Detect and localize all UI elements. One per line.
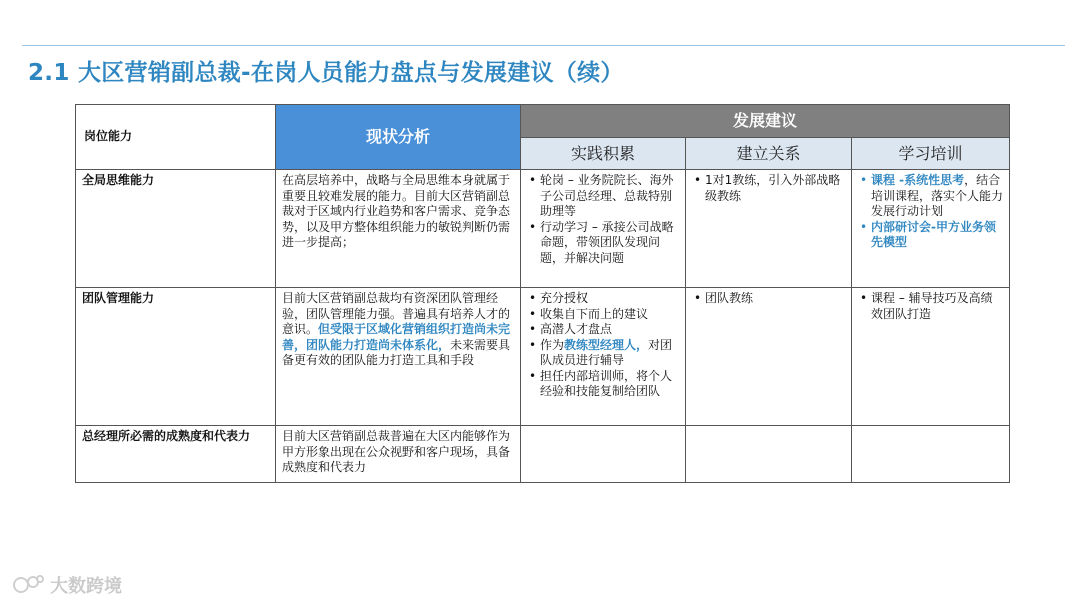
logo-icon (12, 573, 46, 597)
list-item (871, 291, 1003, 322)
practice-cell (521, 288, 686, 426)
practice-list (527, 291, 679, 400)
table-row (76, 170, 1010, 288)
practice-cell (521, 426, 686, 483)
item-highlight: 内部研讨会-甲方业务领先模型 (871, 219, 996, 249)
analysis-text: 目前大区营销副总裁均有资深团队管理经验，团队管理能力强。普遍具有培养人才的意识。 (282, 291, 511, 336)
status-analysis-cell (276, 288, 521, 426)
header-development-advice: 发展建议 (521, 105, 1010, 138)
capability-table (75, 104, 1010, 483)
list-item (871, 220, 1003, 251)
item-text: ，结合培训课程，落实个人能力发展行动计划 (871, 173, 1004, 218)
status-analysis-cell (276, 426, 521, 483)
top-rule (22, 45, 1065, 46)
training-list (858, 291, 1003, 322)
analysis-text: 目前大区营销副总裁普遍在大区内能够作为甲方形象出现在公众视野和客户现场，具备成熟度和代表力 (282, 429, 511, 474)
analysis-text: 未来需要具备更有效的团队能力打造工具和手段 (282, 337, 511, 367)
capability-label: 团队管理能力 (76, 288, 276, 426)
list-item: • 充分授权 (540, 291, 679, 307)
item-text: 对团队成员进行辅导 (540, 337, 673, 367)
watermark-text: 大数跨境 (50, 576, 122, 597)
relationship-list (692, 291, 845, 307)
training-cell (852, 426, 1010, 483)
analysis-text: 在高层培养中，战略与全局思维本身就属于重要且较难发展的能力。目前大区营销副总裁对于区域内行业趋势和客户需求、竞争态势，以及甲方整体组织能力的敏锐判断仍需进一步提高； (282, 173, 511, 249)
list-item: • 担任内部培训师，将个人经验和技能复制给团队 (540, 369, 679, 400)
header-training: 学习培训 (852, 138, 1010, 170)
list-item: • 轮岗 – 业务院院长、海外子公司总经理、总裁特别助理等 (540, 173, 679, 220)
list-item: • 团队教练 (705, 291, 845, 307)
status-analysis-cell (276, 170, 521, 288)
list-item: • 高潜人才盘点 (540, 322, 679, 338)
header-relationship: 建立关系 (686, 138, 852, 170)
list-item: • 收集自下而上的建议 (540, 307, 679, 323)
item-highlight: 课程 -系统性思考 (871, 173, 965, 187)
relationship-cell (686, 426, 852, 483)
table-row (76, 288, 1010, 426)
header-practice: 实践积累 (521, 138, 686, 170)
practice-cell (521, 170, 686, 288)
relationship-cell (686, 288, 852, 426)
watermark (12, 572, 122, 598)
training-cell (852, 288, 1010, 426)
relationship-cell (686, 170, 852, 288)
table-row (76, 426, 1010, 483)
item-highlight: 教练型经理人， (564, 337, 649, 352)
analysis-highlight: 但受限于区域化营销组织打造尚未完善，团队能力打造尚未体系化， (282, 322, 511, 352)
list-item: • 1对1教练，引入外部战略级教练 (705, 173, 845, 204)
capability-label: 总经理所必需的成熟度和代表力 (76, 426, 276, 483)
item-text: 作为 (540, 337, 565, 352)
training-cell (852, 170, 1010, 288)
capability-label: 全局思维能力 (76, 170, 276, 288)
header-capability: 岗位能力 (76, 105, 276, 170)
item-text: 课程 – 辅导技巧及高绩效团队打造 (871, 291, 993, 321)
header-status-analysis: 现状分析 (276, 105, 521, 170)
page-title: 2.1 大区营销副总裁-在岗人员能力盘点与发展建议（续） (28, 60, 624, 86)
list-item (871, 173, 1003, 220)
list-item: • 行动学习 – 承接公司战略命题，带领团队发现问题，并解决问题 (540, 220, 679, 267)
practice-list (527, 173, 679, 266)
relationship-list (692, 173, 845, 204)
training-list (858, 173, 1003, 251)
list-item (540, 338, 679, 369)
